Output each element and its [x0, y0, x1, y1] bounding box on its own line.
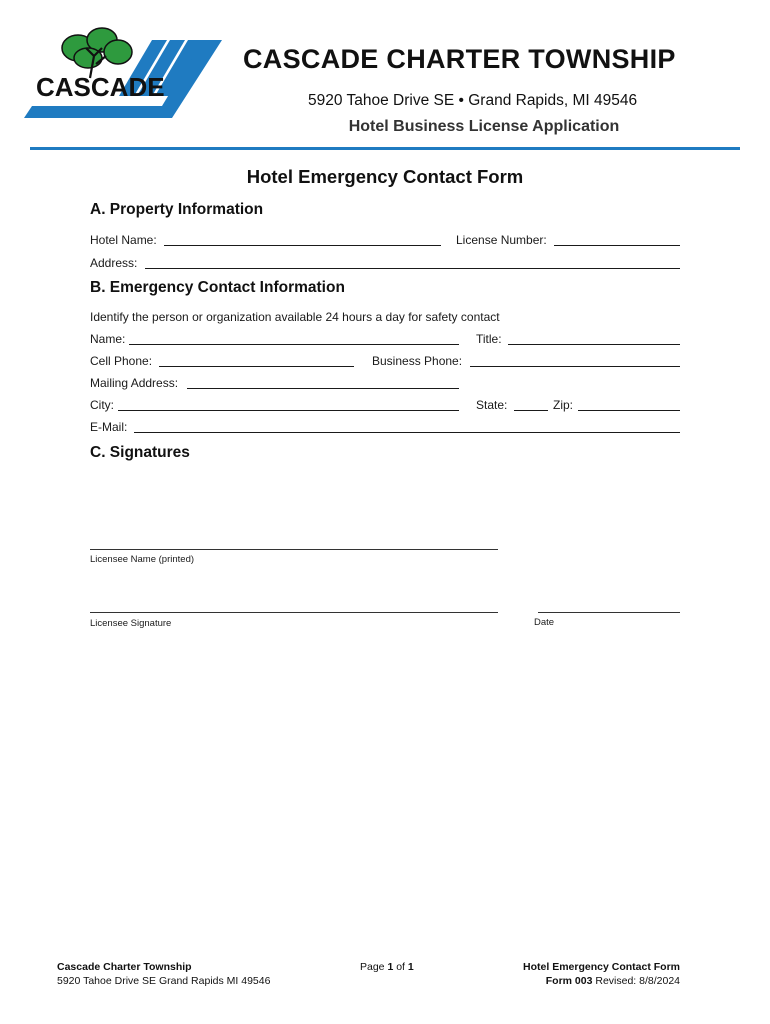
address-field[interactable] — [145, 268, 680, 269]
footer-address: 5920 Tahoe Drive SE Grand Rapids MI 49546 — [57, 975, 271, 987]
org-name: CASCADE CHARTER TOWNSHIP — [243, 44, 676, 74]
page-current: 1 — [387, 961, 394, 973]
email-label: E-Mail: — [90, 420, 128, 434]
state-label: State: — [476, 398, 508, 412]
page-prefix: Page — [360, 961, 388, 973]
title-field[interactable] — [508, 344, 680, 345]
hotel-name-field[interactable] — [164, 245, 441, 246]
email-field[interactable] — [134, 432, 680, 433]
cell-phone-label: Cell Phone: — [90, 354, 153, 368]
svg-text:CASCADE: CASCADE — [36, 72, 165, 102]
contact-name-field[interactable] — [129, 344, 459, 345]
licensee-name-caption: Licensee Name (printed) — [90, 554, 195, 565]
hotel-name-label: Hotel Name: — [90, 233, 157, 247]
footer-right — [523, 960, 680, 988]
date-caption: Date — [534, 617, 555, 628]
city-field[interactable] — [118, 410, 459, 411]
footer-form-name: Hotel Emergency Contact Form — [523, 961, 680, 973]
zip-label: Zip: — [553, 398, 574, 412]
footer-form-number: Form 003 — [545, 975, 593, 987]
section-b-instruction: Identify the person or organization available 24 hours a day for safety contact — [90, 310, 500, 324]
section-a-heading: A. Property Information — [90, 201, 264, 218]
form-title: Hotel Emergency Contact Form — [246, 166, 524, 187]
state-field[interactable] — [514, 410, 548, 411]
business-phone-label: Business Phone: — [372, 354, 463, 368]
page-total: 1 — [407, 961, 414, 973]
page-of: of — [393, 961, 408, 973]
document-subtitle: Hotel Business License Application — [348, 118, 620, 135]
city-label: City: — [90, 398, 114, 412]
footer-form-info — [523, 974, 680, 988]
license-number-label: License Number: — [456, 233, 547, 247]
address-label: Address: — [90, 256, 138, 270]
zip-field[interactable] — [578, 410, 680, 411]
business-phone-field[interactable] — [470, 366, 680, 367]
cell-phone-field[interactable] — [159, 366, 354, 367]
contact-name-label: Name: — [90, 332, 126, 346]
licensee-signature-caption: Licensee Signature — [90, 618, 172, 629]
section-b-heading: B. Emergency Contact Information — [90, 279, 345, 296]
footer-revised: Revised: 8/8/2024 — [592, 975, 680, 987]
mailing-address-label: Mailing Address: — [90, 376, 179, 390]
title-label: Title: — [476, 332, 502, 346]
footer-org: Cascade Charter Township — [57, 961, 192, 973]
licensee-name-line[interactable] — [90, 549, 498, 550]
mailing-address-field[interactable] — [187, 388, 459, 389]
section-c-heading: C. Signatures — [90, 444, 190, 461]
license-number-field[interactable] — [554, 245, 680, 246]
header-divider — [30, 147, 740, 150]
date-line[interactable] — [538, 612, 680, 613]
footer-left — [57, 960, 270, 988]
footer-page-number — [360, 960, 414, 974]
cascade-logo — [22, 26, 226, 126]
licensee-signature-line[interactable] — [90, 612, 498, 613]
org-address: 5920 Tahoe Drive SE • Grand Rapids, MI 49546 — [308, 92, 638, 109]
